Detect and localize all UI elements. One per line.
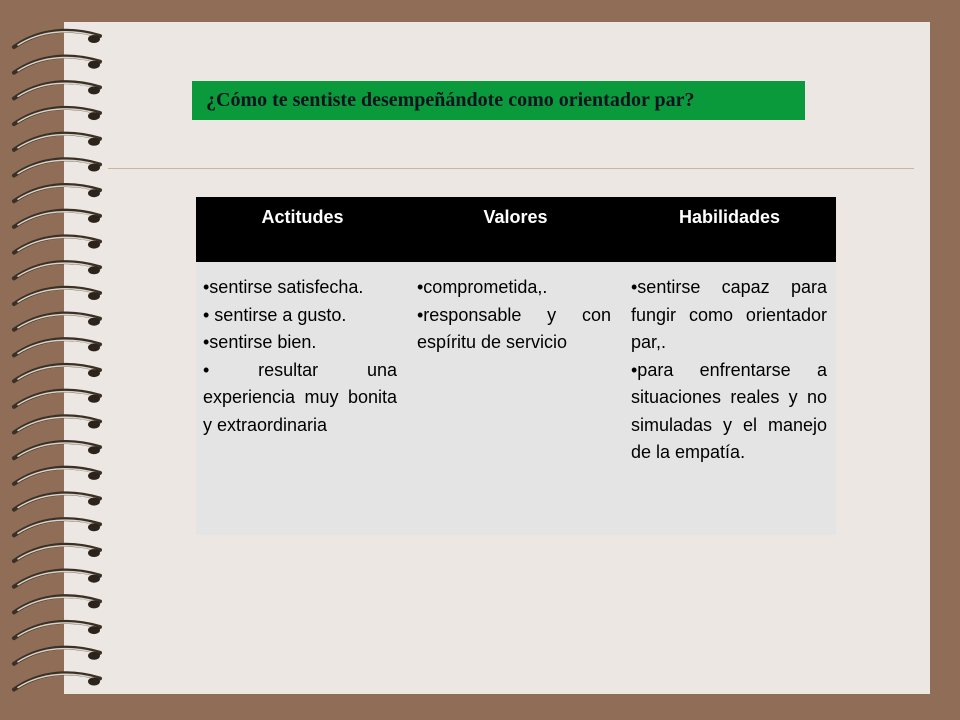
table-header bbox=[196, 197, 836, 262]
header-actitudes: Actitudes bbox=[261, 207, 344, 227]
slide-title-text: ¿Cómo te sentiste desempeñándote como orientador par? bbox=[206, 89, 695, 111]
list-item: •sentirse capaz para fungir como orientador par,. bbox=[631, 277, 827, 352]
list-item: •responsable y con espíritu de servicio bbox=[417, 304, 611, 352]
divider bbox=[108, 168, 914, 169]
list-item: • resultar una experiencia muy bonita y extraordinaria bbox=[203, 359, 397, 435]
column-habilidades bbox=[631, 274, 827, 467]
list-item: •comprometida,. bbox=[417, 277, 548, 297]
header-valores: Valores bbox=[483, 207, 548, 227]
list-item: • sentirse a gusto. bbox=[203, 304, 347, 325]
column-valores bbox=[417, 274, 611, 357]
column-actitudes bbox=[203, 274, 397, 439]
list-item: •sentirse bien. bbox=[203, 332, 317, 352]
slide-title bbox=[192, 81, 805, 120]
list-item: •sentirse satisfecha. bbox=[203, 277, 364, 297]
spiral-binding-icon bbox=[0, 0, 130, 720]
header-habilidades: Habilidades bbox=[678, 207, 781, 227]
list-item: •para enfrentarse a situaciones reales y no simuladas y el manejo de la empatía. bbox=[631, 359, 827, 462]
attitudes-values-skills-table bbox=[196, 197, 836, 535]
